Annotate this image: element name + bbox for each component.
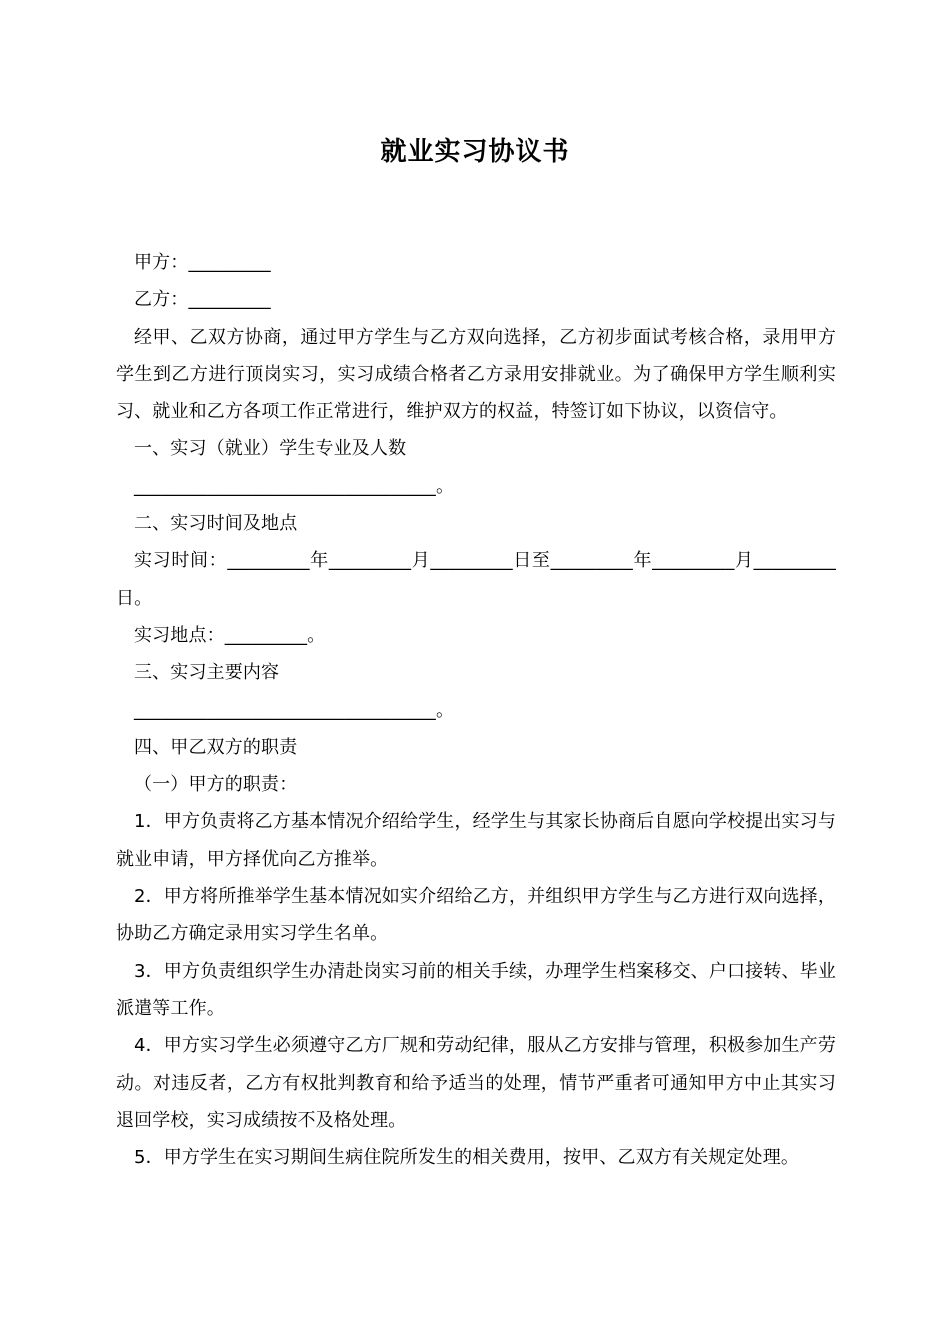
duty-item-2: 2．甲方将所推举学生基本情况如实介绍给乙方，并组织甲方学生与乙方进行双向选择，协助乙方确定录用实习学生名单。 [116,886,836,945]
duty-item-3: 3．甲方负责组织学生办清赴岗实习前的相关手续，办理学生档案移交、户口接转、毕业派遣等工作。 [116,960,836,1019]
preamble-paragraph: 经甲、乙双方协商，通过甲方学生与乙方双向选择，乙方初步面试考核合格，录用甲方学生到乙方进行顶岗实习，实习成绩合格者乙方录用安排就业。为了确保甲方学生顺利实习、就业和乙方各项工作正常进行，维护双方的权益，特签订如下协议，以资信守。 [116,326,836,423]
section-2-heading: 二、实习时间及地点 [134,513,298,535]
party-a-line: 甲方：_________ [134,252,271,273]
duty-item-1: 1．甲方负责将乙方基本情况介绍给学生，经学生与其家长协商后自愿向学校提出实习与就业申请，甲方择优向乙方推举。 [116,811,836,870]
document-title: 就业实习协议书 [380,137,570,167]
section-3-heading: 三、实习主要内容 [134,662,280,684]
section-2-place: 实习地点：_________。 [134,624,326,646]
document-body [116,244,836,1176]
section-1-blank: _________________________________。 [134,475,455,497]
section-4-subheading: （一）甲方的职责： [134,774,298,796]
section-4-heading: 四、甲乙双方的职责 [134,736,298,758]
section-2-time: 实习时间：_________年_________月_________日至_________年_________月_________日。 [116,550,836,609]
party-b-line: 乙方：_________ [134,289,271,311]
duty-item-4: 4．甲方实习学生必须遵守乙方厂规和劳动纪律，服从乙方安排与管理，积极参加生产劳动。对违反者，乙方有权批判教育和给予适当的处理，情节严重者可通知甲方中止其实习退回学校，实习成绩按不及格处理。 [116,1035,836,1131]
duty-item-5: 5．甲方学生在实习期间生病住院所发生的相关费用，按甲、乙双方有关规定处理。 [134,1147,799,1169]
section-3-blank: _________________________________。 [134,699,455,721]
section-1-heading: 一、实习（就业）学生专业及人数 [134,438,407,460]
